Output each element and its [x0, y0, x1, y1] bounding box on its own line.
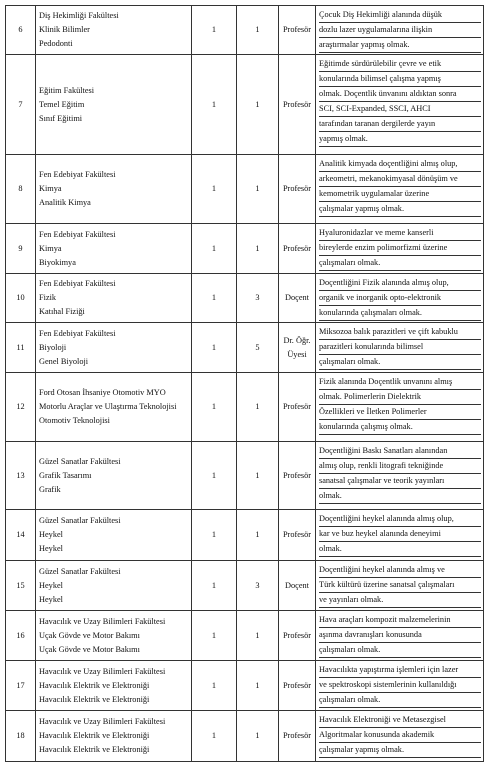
- requirement-cell: [316, 55, 484, 155]
- unit-cell: [36, 155, 192, 224]
- requirement-line: ve yayınları olmak.: [319, 593, 481, 608]
- academic-title: [279, 373, 316, 442]
- unit-cell: [36, 711, 192, 762]
- row-number: 18: [6, 711, 36, 762]
- row-number: 10: [6, 274, 36, 323]
- title-line: Profesör: [282, 99, 312, 109]
- faculty-name: Güzel Sanatlar Fakültesi: [39, 456, 121, 466]
- row-number: 15: [6, 561, 36, 611]
- quota-count: 1: [192, 510, 237, 561]
- academic-title: [279, 55, 316, 155]
- title-line: Profesör: [282, 530, 312, 539]
- title-line: Profesör: [282, 243, 312, 253]
- table-row: [6, 274, 484, 323]
- unit-cell: [36, 55, 192, 155]
- faculty-name: Havacılık ve Uzay Bilimleri Fakültesi: [39, 666, 166, 676]
- requirement-line: Doçentliğini heykel alanında almış ve: [319, 563, 481, 578]
- quota-count: 1: [192, 323, 237, 373]
- table-row: [6, 442, 484, 510]
- requirement-line: kemometrik uygulamalar üzerine: [319, 187, 481, 202]
- requirement-line: ve spektroskopi sistemlerinin kullanıldığı: [319, 678, 481, 693]
- requirement-line: olmak.: [319, 489, 481, 504]
- requirement-line: dozlu lazer uygulamalarına ilişkin: [319, 23, 481, 38]
- department-name: Kimya: [39, 184, 62, 193]
- requirement-line: yapmış olmak.: [319, 132, 481, 147]
- academic-title: [279, 323, 316, 373]
- requirement-line: almış olup, renkli litografi tekniğinde: [319, 459, 481, 474]
- program-name: Sınıf Eğitimi: [39, 113, 83, 123]
- program-name: Pedodonti: [39, 39, 73, 48]
- department-name: Grafik Tasarımı: [39, 470, 92, 480]
- requirement-line: konularında bilimsel çalışma yapmış: [319, 72, 481, 87]
- requirement-line: Hava araçları kompozit malzemelerinin: [319, 613, 481, 628]
- quota-count: 1: [192, 6, 237, 55]
- faculty-name: Fen Edebiyat Fakültesi: [39, 170, 116, 179]
- faculty-name: Fen Edebiyat Fakültesi: [39, 279, 116, 288]
- unit-cell: [36, 510, 192, 561]
- title-line: Profesör: [282, 402, 312, 411]
- program-name: Havacılık Elektrik ve Elektroniği: [39, 694, 150, 704]
- program-name: Grafik: [39, 484, 61, 494]
- requirement-line: Doçentliğini Fizik alanında almış olup,: [319, 276, 481, 291]
- unit-cell: [36, 442, 192, 510]
- faculty-name: Eğitim Fakültesi: [39, 85, 95, 95]
- academic-title: [279, 155, 316, 224]
- requirement-line: sanatsal çalışmalar ve teorik yayınları: [319, 474, 481, 489]
- academic-title: [279, 510, 316, 561]
- requirement-line: çalışmaları olmak.: [319, 693, 481, 708]
- quota-count: 1: [192, 561, 237, 611]
- table-row: [6, 323, 484, 373]
- row-number: 11: [6, 323, 36, 373]
- position-table: [5, 5, 484, 762]
- row-number: 8: [6, 155, 36, 224]
- table-row: [6, 6, 484, 55]
- table-row: [6, 373, 484, 442]
- requirement-line: olmak.: [319, 542, 481, 557]
- requirement-line: Algoritmalar konusunda akademik: [319, 728, 481, 743]
- quota-count: 1: [192, 611, 237, 661]
- requirement-line: çalışmalar yapmış olmak.: [319, 202, 481, 217]
- requirement-line: konularında çalışmaları olmak.: [319, 306, 481, 321]
- department-name: Motorlu Araçlar ve Ulaştırma Teknolojisi: [39, 402, 177, 411]
- department-name: Uçak Gövde ve Motor Bakımı: [39, 630, 140, 640]
- row-number: 13: [6, 442, 36, 510]
- program-name: Katıhal Fiziği: [39, 307, 85, 316]
- requirement-line: tarafından taranan dergilerde yayın: [319, 117, 481, 132]
- department-name: Biyoloji: [39, 342, 67, 352]
- title-line: Üyesi: [287, 349, 307, 359]
- quota-count: 1: [192, 711, 237, 762]
- academic-title: [279, 661, 316, 711]
- requirement-cell: [316, 711, 484, 762]
- requirement-line: Analitik kimyada doçentliğini almış olup,: [319, 157, 481, 172]
- title-line: Profesör: [282, 630, 312, 640]
- academic-title: [279, 611, 316, 661]
- requirement-line: olmak. Doçentlik ünvanını aldıktan sonra: [319, 87, 481, 102]
- table-row: [6, 510, 484, 561]
- quota-count: 1: [192, 373, 237, 442]
- requirement-line: Miksozoa balık parazitleri ve çift kabuklu: [319, 325, 481, 340]
- unit-cell: [36, 274, 192, 323]
- title-line: Dr. Öğr.: [283, 335, 311, 345]
- requirement-line: aşınma davranışları konusunda: [319, 628, 481, 643]
- requirement-cell: [316, 224, 484, 274]
- row-number: 14: [6, 510, 36, 561]
- program-name: Genel Biyoloji: [39, 356, 89, 366]
- requirement-line: Doçentliğini Baskı Sanatları alanından: [319, 444, 481, 459]
- requirement-line: Eğitimde sürdürülebilir çevre ve etik: [319, 57, 481, 72]
- row-number: 17: [6, 661, 36, 711]
- degree-count: 1: [237, 611, 279, 661]
- requirement-cell: [316, 155, 484, 224]
- title-line: Doçent: [285, 293, 309, 302]
- requirement-line: araştırmalar yapmış olmak.: [319, 38, 481, 53]
- row-number: 9: [6, 224, 36, 274]
- requirement-line: Hyaluronidazlar ve meme kanserli: [319, 226, 481, 241]
- faculty-name: Fen Edebiyat Fakültesi: [39, 328, 116, 338]
- academic-title: [279, 6, 316, 55]
- table-body: [6, 6, 484, 762]
- faculty-name: Diş Hekimliği Fakültesi: [39, 11, 119, 20]
- title-line: Profesör: [282, 184, 312, 193]
- degree-count: 1: [237, 155, 279, 224]
- table-row: [6, 561, 484, 611]
- requirement-line: Havacılık Elektroniği ve Metasezgisel: [319, 713, 481, 728]
- faculty-name: Havacılık ve Uzay Bilimleri Fakültesi: [39, 616, 166, 626]
- requirement-cell: [316, 323, 484, 373]
- program-name: Havacılık Elektrik ve Elektroniği: [39, 745, 150, 754]
- requirement-line: çalışmaları olmak.: [319, 256, 481, 271]
- quota-count: 1: [192, 155, 237, 224]
- quota-count: 1: [192, 442, 237, 510]
- department-name: Klinik Bilimler: [39, 25, 90, 34]
- department-name: Havacılık Elektrik ve Elektroniği: [39, 731, 150, 740]
- row-number: 6: [6, 6, 36, 55]
- requirement-cell: [316, 274, 484, 323]
- requirement-line: konularında çalışmış olmak.: [319, 420, 481, 435]
- requirement-cell: [316, 6, 484, 55]
- requirement-line: Doçentliğini heykel alanında almış olup,: [319, 512, 481, 527]
- faculty-name: Güzel Sanatlar Fakültesi: [39, 516, 121, 525]
- degree-count: 3: [237, 274, 279, 323]
- requirement-line: Türk kültürü üzerine sanatsal çalışmaları: [319, 578, 481, 593]
- requirement-line: SCI, SCI-Expanded, SSCI, AHCI: [319, 102, 481, 117]
- department-name: Havacılık Elektrik ve Elektroniği: [39, 680, 150, 690]
- unit-cell: [36, 611, 192, 661]
- requirement-line: parazitleri konularında bilimsel: [319, 340, 481, 355]
- program-name: Heykel: [39, 594, 63, 604]
- department-name: Heykel: [39, 530, 63, 539]
- requirement-cell: [316, 561, 484, 611]
- table-row: [6, 611, 484, 661]
- title-line: Profesör: [282, 470, 312, 480]
- program-name: Analitik Kimya: [39, 198, 91, 207]
- unit-cell: [36, 373, 192, 442]
- requirement-line: bireylerde enzim polimorfizmi üzerine: [319, 241, 481, 256]
- unit-cell: [36, 661, 192, 711]
- faculty-name: Fen Edebiyat Fakültesi: [39, 229, 116, 239]
- table-row: [6, 661, 484, 711]
- unit-cell: [36, 561, 192, 611]
- requirement-line: organik ve inorganik opto-elektronik: [319, 291, 481, 306]
- degree-count: 1: [237, 661, 279, 711]
- department-name: Temel Eğitim: [39, 99, 85, 109]
- degree-count: 1: [237, 6, 279, 55]
- unit-cell: [36, 323, 192, 373]
- requirement-line: çalışmalar yapmış olmak.: [319, 743, 481, 758]
- unit-cell: [36, 224, 192, 274]
- requirement-line: Çocuk Diş Hekimliği alanında düşük: [319, 8, 481, 23]
- requirement-line: çalışmaları olmak.: [319, 643, 481, 658]
- degree-count: 1: [237, 510, 279, 561]
- title-line: Profesör: [282, 25, 312, 34]
- degree-count: 1: [237, 373, 279, 442]
- requirement-line: çalışmaları olmak.: [319, 355, 481, 370]
- row-number: 7: [6, 55, 36, 155]
- requirement-cell: [316, 611, 484, 661]
- table-row: [6, 224, 484, 274]
- academic-title: [279, 561, 316, 611]
- requirement-line: Fizik alanında Doçentlik unvanını almış: [319, 375, 481, 390]
- row-number: 16: [6, 611, 36, 661]
- quota-count: 1: [192, 224, 237, 274]
- quota-count: 1: [192, 661, 237, 711]
- department-name: Kimya: [39, 243, 62, 253]
- academic-title: [279, 442, 316, 510]
- department-name: Fizik: [39, 293, 57, 302]
- degree-count: 3: [237, 561, 279, 611]
- program-name: Uçak Gövde ve Motor Bakımı: [39, 644, 140, 654]
- requirement-cell: [316, 661, 484, 711]
- requirement-line: olmak. Polimerlerin Dielektrik: [319, 390, 481, 405]
- program-name: Heykel: [39, 544, 63, 553]
- title-line: Profesör: [282, 680, 312, 690]
- unit-cell: [36, 6, 192, 55]
- academic-title: [279, 224, 316, 274]
- table-row: [6, 55, 484, 155]
- faculty-name: Güzel Sanatlar Fakültesi: [39, 566, 121, 576]
- requirement-line: Özellikleri ve İletken Polimerler: [319, 405, 481, 420]
- table-row: [6, 711, 484, 762]
- requirement-line: arkeometri, mekanokimyasal dönüşüm ve: [319, 172, 481, 187]
- requirement-cell: [316, 442, 484, 510]
- academic-title: [279, 711, 316, 762]
- requirement-line: Havacılıkta yapıştırma işlemleri için lazer: [319, 663, 481, 678]
- requirement-cell: [316, 510, 484, 561]
- quota-count: 1: [192, 274, 237, 323]
- degree-count: 5: [237, 323, 279, 373]
- faculty-name: Ford Otosan İhsaniye Otomotiv MYO: [39, 388, 166, 397]
- quota-count: 1: [192, 55, 237, 155]
- program-name: Biyokimya: [39, 257, 76, 267]
- requirement-line: kar ve buz heykel alanında deneyimi: [319, 527, 481, 542]
- department-name: Heykel: [39, 580, 63, 590]
- program-name: Otomotiv Teknolojisi: [39, 416, 110, 425]
- title-line: Profesör: [282, 731, 312, 740]
- degree-count: 1: [237, 711, 279, 762]
- faculty-name: Havacılık ve Uzay Bilimleri Fakültesi: [39, 717, 166, 726]
- degree-count: 1: [237, 442, 279, 510]
- degree-count: 1: [237, 55, 279, 155]
- degree-count: 1: [237, 224, 279, 274]
- row-number: 12: [6, 373, 36, 442]
- requirement-cell: [316, 373, 484, 442]
- title-line: Doçent: [285, 580, 309, 590]
- academic-title: [279, 274, 316, 323]
- table-row: [6, 155, 484, 224]
